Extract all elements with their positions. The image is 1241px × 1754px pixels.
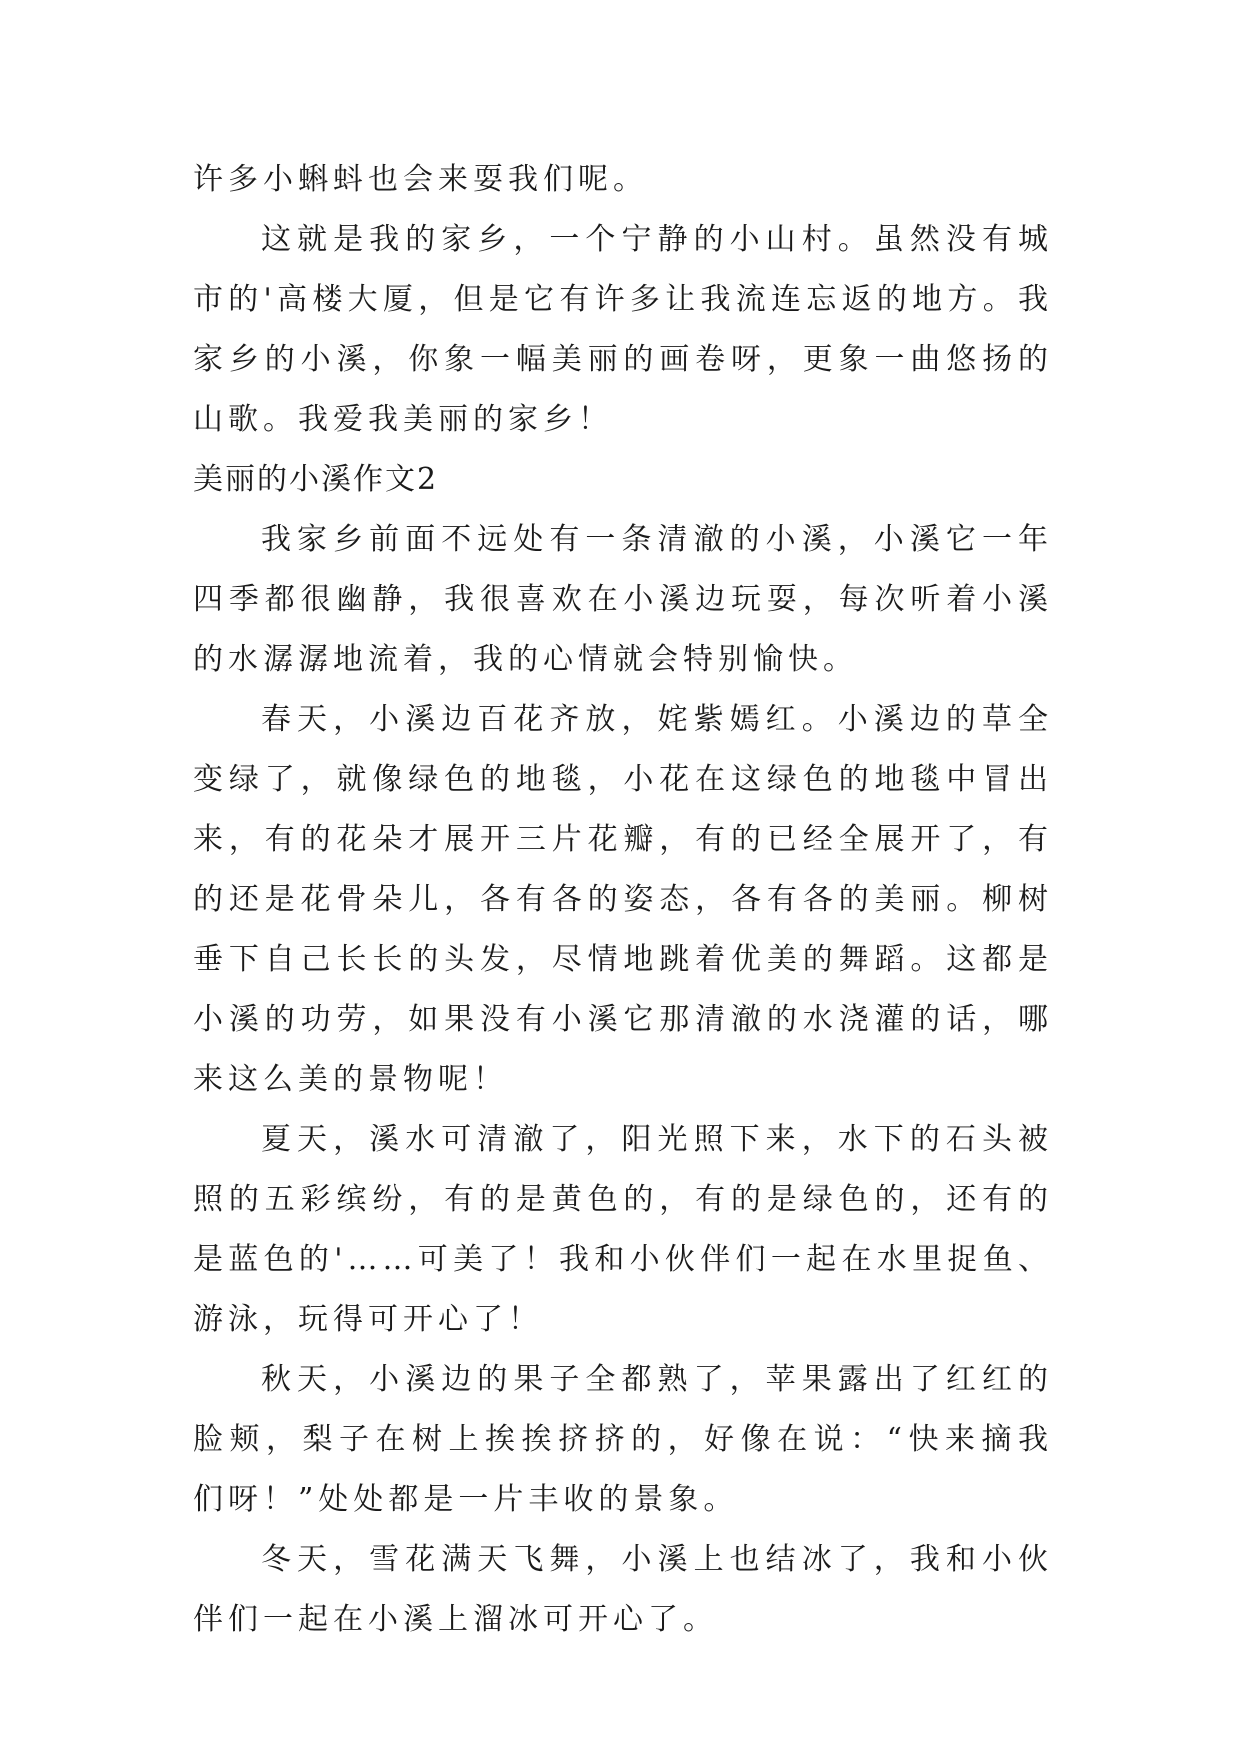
paragraph-hometown-conclusion: 这就是我的家乡，一个宁静的小山村。虽然没有城市的'高楼大厦，但是它有许多让我流连忘返的地方。我家乡的小溪，你象一幅美丽的画卷呀，更象一曲悠扬的山歌。我爱我美丽的家乡！ bbox=[193, 222, 1053, 437]
essay-title: 美丽的小溪作文2 bbox=[193, 462, 439, 497]
paragraph-winter: 冬天，雪花满天飞舞，小溪上也结冰了，我和小伙伴们一起在小溪上溜冰可开心了。 bbox=[193, 1542, 1053, 1637]
paragraph-summer: 夏天，溪水可清澈了，阳光照下来，水下的石头被照的五彩缤纷，有的是黄色的，有的是绿色的，还有的是蓝色的'……可美了！我和小伙伴们一起在水里捉鱼、游泳，玩得可开心了！ bbox=[193, 1122, 1053, 1337]
document-page bbox=[193, 150, 1053, 1650]
paragraph-stream-intro: 我家乡前面不远处有一条清澈的小溪，小溪它一年四季都很幽静，我很喜欢在小溪边玩耍，每次听着小溪的水潺潺地流着，我的心情就会特别愉快。 bbox=[193, 522, 1053, 677]
paragraph-autumn: 秋天，小溪边的果子全都熟了，苹果露出了红红的脸颊，梨子在树上挨挨挤挤的，好像在说：“快来摘我们呀！”处处都是一片丰收的景象。 bbox=[193, 1362, 1053, 1517]
paragraph-continued: 许多小蝌蚪也会来耍我们呢。 bbox=[193, 162, 648, 197]
paragraph-spring: 春天，小溪边百花齐放，姹紫嫣红。小溪边的草全变绿了，就像绿色的地毯，小花在这绿色的地毯中冒出来，有的花朵才展开三片花瓣，有的已经全展开了，有的还是花骨朵儿，各有各的姿态，各有各的美丽。柳树垂下自己长长的头发，尽情地跳着优美的舞蹈。这都是小溪的功劳，如果没有小溪它那清澈的水浇灌的话，哪来这么美的景物呢！ bbox=[193, 702, 1053, 1097]
